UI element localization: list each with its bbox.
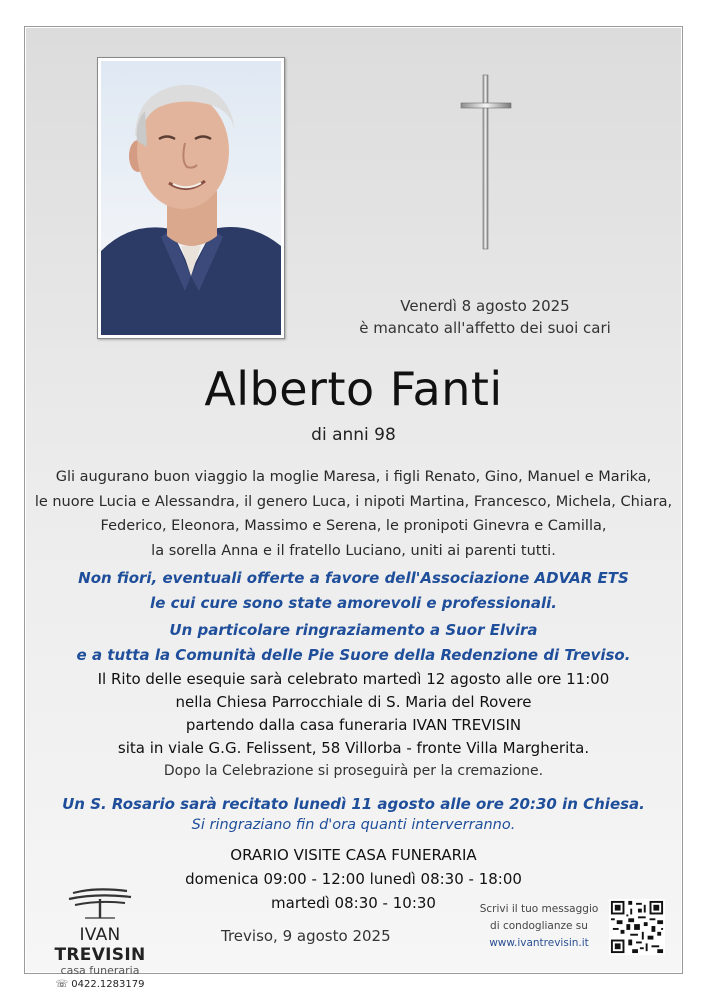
funeral-line: partendo dalla casa funeraria IVAN TREVISIN [185, 716, 522, 734]
funeral-home-logo [35, 885, 165, 990]
logo-last-name: TREVISIN [54, 945, 146, 965]
logo-wordmark [35, 925, 165, 965]
condolence-info [473, 901, 605, 952]
logo-phone [35, 979, 165, 990]
phone-number: 0422.1283179 [71, 979, 145, 990]
tree-icon [65, 885, 135, 919]
rosary-note [25, 792, 682, 833]
visiting-hours-line: domenica 09:00 - 12:00 lunedì 08:30 - 18:00 [185, 870, 522, 888]
portrait-frame [97, 57, 285, 339]
thanks-note [25, 618, 682, 667]
condolence-line: Scrivi il tuo messaggio [479, 903, 599, 915]
funeral-line: sita in viale G.G. Felissent, 58 Villorba - fronte Villa Margherita. [117, 739, 590, 757]
survivors-line: le nuore Lucia e Alessandra, il genero Luca, i nipoti Martina, Francesco, Michela, Chiara, [34, 493, 673, 510]
thanks-line: e a tutta la Comunità delle Pie Suore della Redenzione di Treviso. [76, 645, 631, 664]
thanks-line: Un particolare ringraziamento a Suor Elvira [169, 621, 538, 639]
obituary-sheet [24, 26, 683, 990]
funeral-line: Il Rito delle esequie sarà celebrato martedì 12 agosto alle ore 11:00 [97, 670, 610, 688]
deceased-name: Alberto Fanti [204, 362, 503, 416]
funeral-line: nella Chiesa Parrocchiale di S. Maria del Rovere [175, 693, 532, 711]
advance-thanks-text: Si ringraziano fin d'ora quanti interverranno. [191, 816, 516, 833]
survivors-line: Federico, Eleonora, Massimo e Serena, le pronipoti Ginevra e Camilla, [100, 518, 607, 534]
visiting-hours-line: martedì 08:30 - 10:30 [271, 894, 436, 912]
portrait-photo [101, 61, 281, 335]
funeral-details [25, 668, 682, 783]
place-date: Treviso, 9 agosto 2025 [221, 927, 391, 945]
qr-code-icon[interactable] [609, 899, 665, 955]
survivors-line: la sorella Anna e il fratello Luciano, uniti ai parenti tutti. [151, 542, 556, 559]
phone-icon: ☏ [55, 979, 69, 990]
death-date: Venerdì 8 agosto 2025 [400, 297, 570, 315]
survivors-paragraph [25, 465, 682, 563]
visiting-hours-title: ORARIO VISITE CASA FUNERARIA [230, 846, 477, 864]
survivors-line: Gli augurano buon viaggio la moglie Maresa, i figli Renato, Gino, Manuel e Marika, [55, 469, 652, 485]
cross-icon [459, 73, 513, 253]
passed-away-text: è mancato all'affetto dei suoi cari [359, 319, 611, 337]
rosary-text: Un S. Rosario sarà recitato lunedì 11 agosto alle ore 20:30 in Chiesa. [62, 795, 645, 813]
donation-line: le cui cure sono state amorevoli e professionali. [150, 593, 557, 612]
after-ceremony-text: Dopo la Celebrazione si proseguirà per la cremazione. [163, 763, 544, 779]
deceased-age: di anni 98 [311, 425, 396, 445]
donation-line: Non fiori, eventuali offerte a favore dell'Associazione ADVAR ETS [78, 569, 629, 587]
condolence-line: di condoglianze su [490, 920, 588, 932]
condolence-website-link[interactable]: www.ivantrevisin.it [489, 937, 589, 949]
logo-subtitle: casa funeraria [60, 964, 140, 977]
donation-note [25, 566, 682, 615]
logo-first-name: IVAN [79, 925, 121, 945]
portrait-illustration [101, 61, 281, 335]
announcement-header [355, 295, 615, 339]
